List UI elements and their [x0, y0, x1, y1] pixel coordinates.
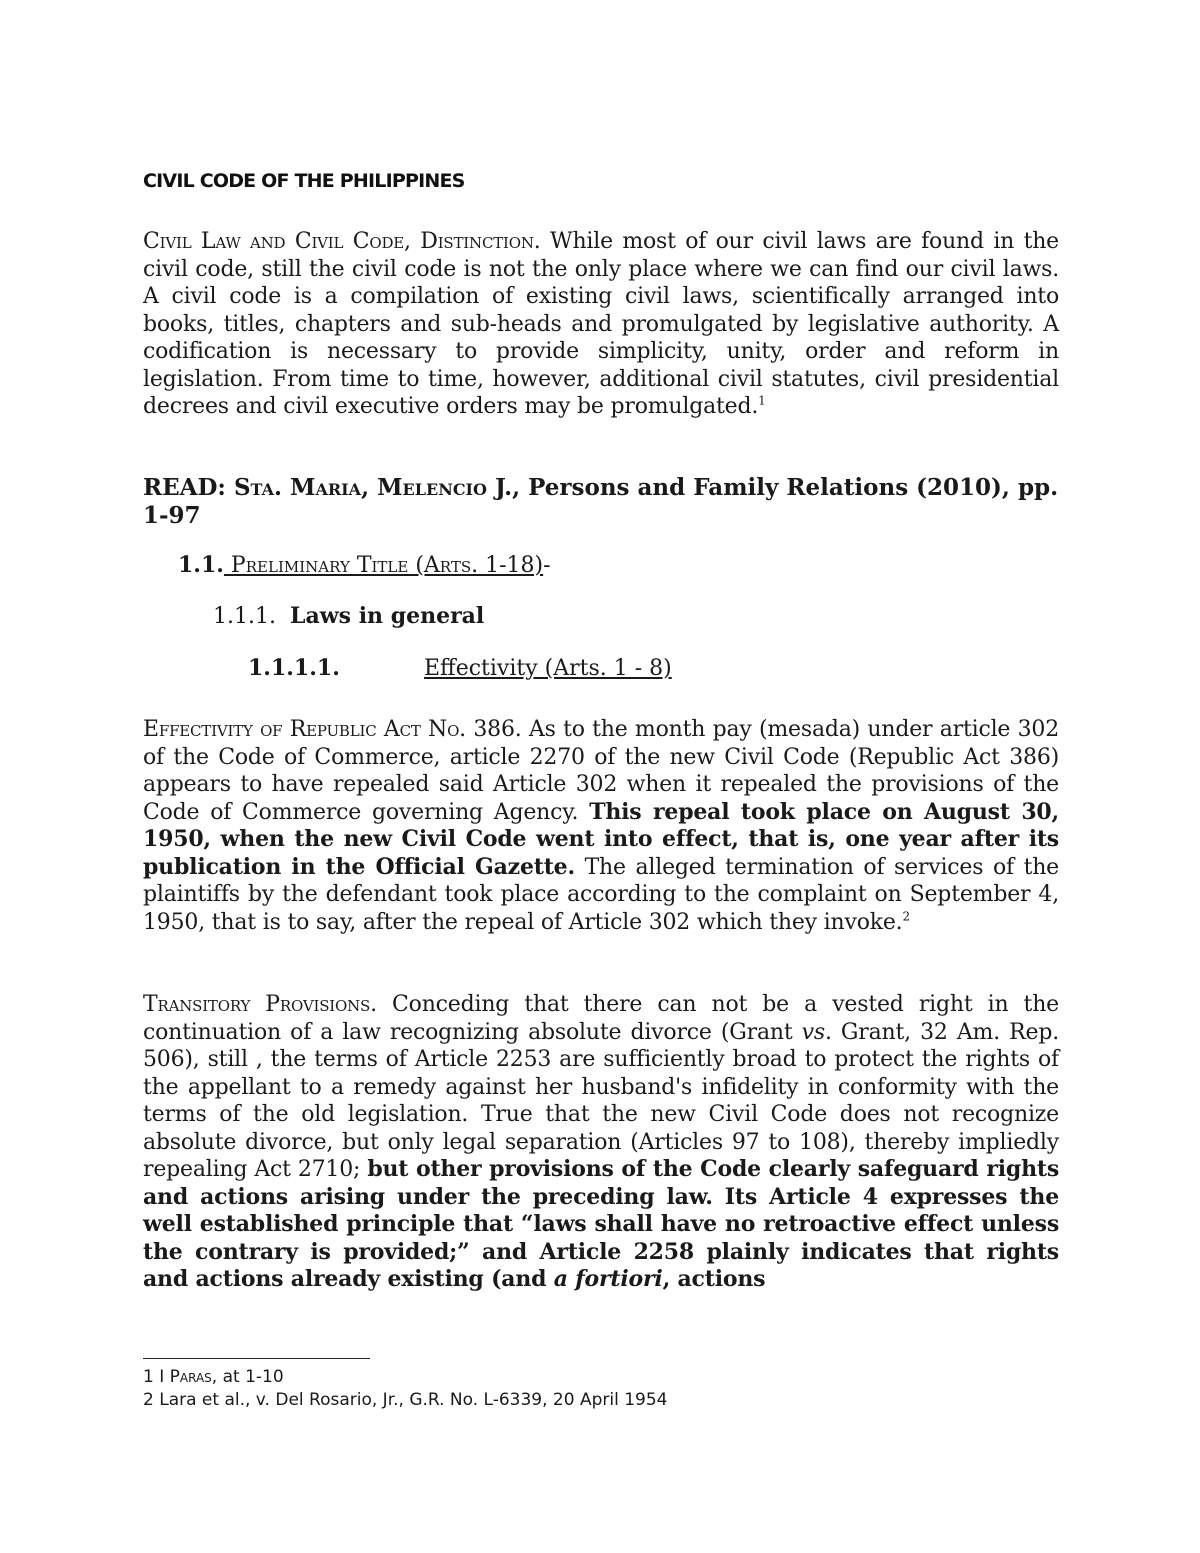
read-citation: J., Persons and Family Relations (2010), pp. 1-97: [143, 474, 1059, 529]
paragraph-bold-text: but other provisions of the Code clearly safeguard rights and actions arising under the preceding law. Its Article 4 expresses the well established principle that “laws shall have no retroactive effect unless the contrary is provided;” and Article 2258 plainly indicates that rights and actions already existing (and: [143, 1156, 1060, 1292]
outline-tail: -: [543, 553, 551, 578]
footnote-number: 2: [143, 1390, 154, 1410]
outline-level-1: [178, 552, 551, 578]
outline-level-3: [248, 655, 672, 681]
paragraph-text: . Grant, 32 Am. Rep. 506), still , the terms of Article 2253 are sufficiently broad to protect the rights of the appellant to a remedy against her husband's infidelity in conformity with the terms of the old legislation. True that the new Civil Code does not recognize absolute divorce, but only legal separation (Articles 97 to 108), thereby impliedly repealing Act 2710;: [143, 1019, 1059, 1182]
paragraph-bold-italic-text: a fortiori: [553, 1266, 663, 1292]
outline-number: 1.1.1.1.: [248, 655, 340, 681]
paragraph-bold-text: , actions: [662, 1266, 766, 1292]
paragraph-text: 386. As to the month pay (mesada) under article 302 of the Code of Commerce, article 2270 of the new Civil Code (Republic Act 386) appears to have repealed said Article 302 when it repealed the provisions of the Code of Commerce governing Agency.: [143, 717, 1059, 825]
footnote-number: 1: [143, 1367, 154, 1387]
read-author: Sta. Maria, Melencio: [233, 474, 487, 501]
document-title: CIVIL CODE OF THE PHILIPPINES: [143, 170, 465, 192]
outline-number: 1.1.1.: [213, 604, 276, 629]
paragraph-heading: Transitory Provisions.: [143, 992, 377, 1017]
footnote-text: Lara et al., v. Del Rosario, Jr., G.R. No. L-6339, 20 April 1954: [153, 1390, 668, 1410]
outline-level-2: [213, 603, 484, 629]
read-prefix: READ:: [143, 474, 234, 501]
footnote-ref[interactable]: 1: [758, 393, 766, 408]
paragraph-text: The alleged termination of services of the plaintiffs by the defendant took place according to the complaint on September 4, 1950, that is to say, after the repeal of Article 302 which they invoke.: [143, 854, 1060, 935]
paragraph-text: Conceding that there can not be a vested right in the continuation of a law recognizing absolute divorce (Grant: [143, 992, 1059, 1045]
paragraph-effectivity-ra-386: [143, 716, 1059, 936]
paragraph-bold-text: This repeal took place on August 30, 1950, when the new Civil Code went into effect, that is, one year after its publication in the Official Gazette.: [143, 798, 1059, 880]
paragraph-text: While most of our civil laws are found in the civil code, still the civil code is not the only place where we can find our civil laws. A civil code is a compilation of existing civil laws, scientifically arranged into books, titles, chapters and sub-heads and promulgated by legislative authority. A codification is necessary to provide simplicity, unity, order and reform in legislation. From time to time, however, additional civil statutes, civil presidential decrees and civil executive orders may be promulgated.: [143, 229, 1059, 419]
reading-assignment: [143, 474, 1059, 529]
paragraph-italic-text: vs: [801, 1019, 825, 1045]
paragraph-civil-law-distinction: [143, 228, 1059, 421]
outline-title: Preliminary Title (Arts. 1-18): [223, 553, 544, 578]
footnote-ref[interactable]: 2: [902, 909, 910, 924]
outline-title: Laws in general: [289, 603, 485, 629]
paragraph-heading: Effectivity of Republic Act No.: [143, 717, 466, 742]
paragraph-transitory-provisions: [143, 991, 1059, 1294]
footnote-1: [143, 1367, 284, 1387]
paragraph-heading: Civil Law and Civil Code, Distinction.: [143, 229, 541, 254]
footnote-author: Paras: [169, 1367, 212, 1387]
footnote-2: [143, 1390, 668, 1410]
footnote-text: , at 1-10: [211, 1367, 284, 1387]
footnote-text: I: [153, 1367, 170, 1387]
footnote-separator: [143, 1358, 370, 1359]
outline-title: Effectivity (Arts. 1 - 8): [424, 656, 672, 681]
outline-number: 1.1.: [178, 552, 224, 578]
